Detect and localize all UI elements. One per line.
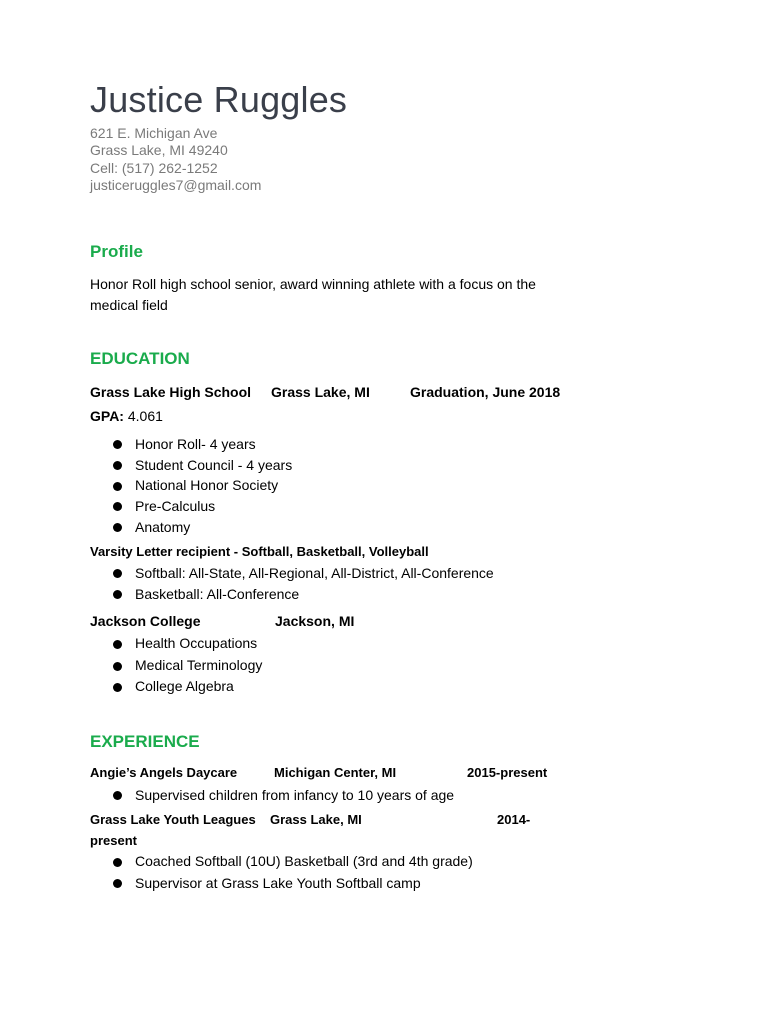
list-item: Honor Roll- 4 years [90,434,650,455]
list-item: Medical Terminology [90,655,650,677]
list-item: Supervised children from infancy to 10 years of age [90,785,650,805]
school-location: Grass Lake, MI [271,384,370,400]
job-location: Grass Lake, MI [270,812,362,827]
school-row-grass-lake [90,384,650,404]
list-item: College Algebra [90,676,650,698]
job-location: Michigan Center, MI [274,765,397,780]
job-row-youth-leagues [90,812,650,832]
gpa-label: GPA: [90,408,124,424]
education-list-3 [90,633,650,698]
job-date: 2015-present [467,765,548,780]
experience-list-2 [90,851,650,894]
address-line-2: Grass Lake, MI 49240 [90,142,228,159]
list-item: Softball: All-State, All-Regional, All-District, All-Conference [90,563,650,584]
list-item: Coached Softball (10U) Basketball (3rd and 4th grade) [90,851,650,873]
profile-heading: Profile [90,242,143,261]
gpa-value: 4.061 [123,408,163,424]
graduation-date: Graduation, June 2018 [410,384,561,400]
experience-heading: EXPERIENCE [90,732,200,751]
list-item: Supervisor at Grass Lake Youth Softball camp [90,873,650,895]
job-date: 2014- [497,812,531,827]
resume-name: Justice Ruggles [90,79,348,120]
profile-text [90,274,650,316]
list-item: Anatomy [90,517,650,538]
job-name: Angie’s Angels Daycare [90,765,238,780]
varsity-letter-line: Varsity Letter recipient - Softball, Basketball, Volleyball [90,544,429,559]
list-item: Basketball: All-Conference [90,584,650,605]
education-list-2 [90,563,650,604]
list-item: Student Council - 4 years [90,455,650,476]
job-row-daycare [90,765,650,785]
school-row-jackson [90,613,650,633]
contact-block [90,125,261,194]
address-line-1: 621 E. Michigan Ave [90,125,218,141]
education-heading: EDUCATION [90,349,190,368]
profile-line-1: Honor Roll high school senior, award winning athlete with a focus on the [90,276,536,292]
school-location: Jackson, MI [275,613,355,629]
experience-list-1 [90,785,650,805]
gpa-line [90,408,163,424]
list-item: National Honor Society [90,475,650,496]
list-item: Pre-Calculus [90,496,650,517]
school-name: Grass Lake High School [90,384,252,400]
profile-line-2: medical field [90,297,168,313]
list-item: Health Occupations [90,633,650,655]
school-name: Jackson College [90,613,201,629]
education-list-1 [90,434,650,538]
email-address: justiceruggles7@gmail.com [90,176,262,193]
phone-number: Cell: (517) 262-1252 [90,159,218,176]
job-name: Grass Lake Youth Leagues [90,812,256,827]
job-date-continued: present [90,833,137,848]
